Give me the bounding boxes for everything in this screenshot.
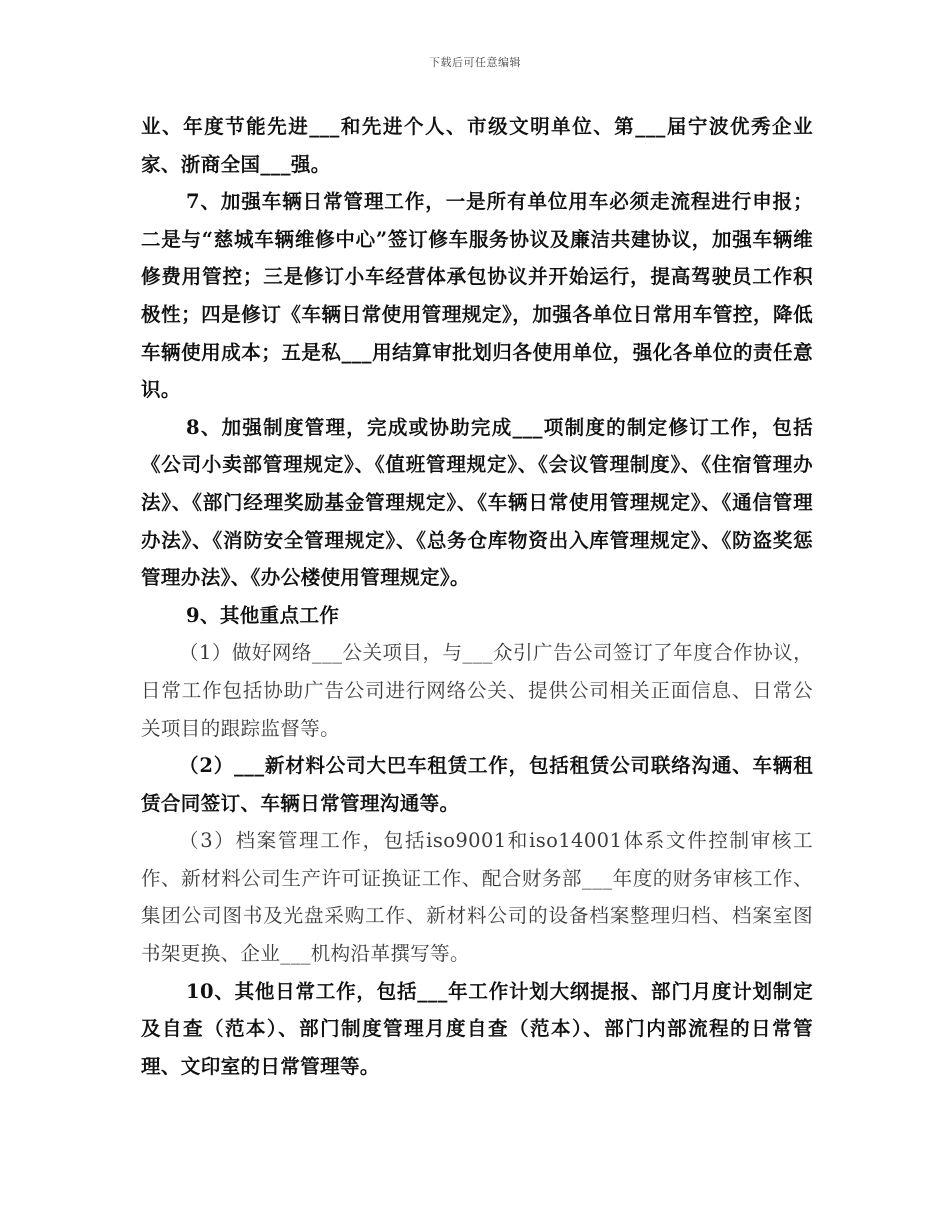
- paragraph-item-8: 8、加强制度管理，完成或协助完成___项制度的制定修订工作，包括《公司小卖部管理规定》、《值班管理规定》、《会议管理制度》、《住宿管理办法》、《部门经理奖励基金管理规定》、《车辆日常使用管理规定》、《通信管理办法》、《消防安全管理规定》、《总务仓库物资出入库管理规定》、《防盗奖惩管理办法》、《办公楼使用管理规定》。: [141, 415, 813, 590]
- paragraph-item-9-3: （3）档案管理工作，包括iso9001和iso14001体系文件控制审核工作、新材料公司生产许可证换证工作、配合财务部___年度的财务审核工作、集团公司图书及光盘采购工作、新材料公司的设备档案整理归档、档案室图书架更换、企业___机构沿革撰写等。: [141, 829, 813, 966]
- paragraph-item-9: 9、其他重点工作: [186, 603, 340, 627]
- page-header: 下载后可任意编辑: [429, 56, 521, 69]
- paragraph-item-10: 10、其他日常工作，包括___年工作计划大纲提报、部门月度计划制定及自查（范本）、部门制度管理月度自查（范本）、部门内部流程的日常管理、文印室的日常管理等。: [141, 979, 813, 1078]
- document-body: [141, 108, 813, 1085]
- paragraph-item-7: 7、加强车辆日常管理工作，一是所有单位用车必须走流程进行申报；二是与“慈城车辆维修中心”签订修车服务协议及廉洁共建协议，加强车辆维修费用管控；三是修订小车经营体承包协议并开始运行，提高驾驶员工作积极性；四是修订《车辆日常使用管理规定》，加强各单位日常用车管控，降低车辆使用成本；五是私___用结算审批划归各使用单位，强化各单位的责任意识。: [141, 190, 813, 402]
- paragraph-continuation: 业、年度节能先进___和先进个人、市级文明单位、第___届宁波优秀企业家、浙商全国___强。: [141, 115, 813, 176]
- paragraph-item-9-2: （2）___新材料公司大巴车租赁工作，包括租赁公司联络沟通、车辆租赁合同签订、车辆日常管理沟通等。: [141, 754, 813, 815]
- paragraph-item-9-1: （1）做好网络___公关项目，与___众引广告公司签订了年度合作协议，日常工作包括协助广告公司进行网络公关、提供公司相关正面信息、日常公关项目的跟踪监督等。: [141, 641, 813, 740]
